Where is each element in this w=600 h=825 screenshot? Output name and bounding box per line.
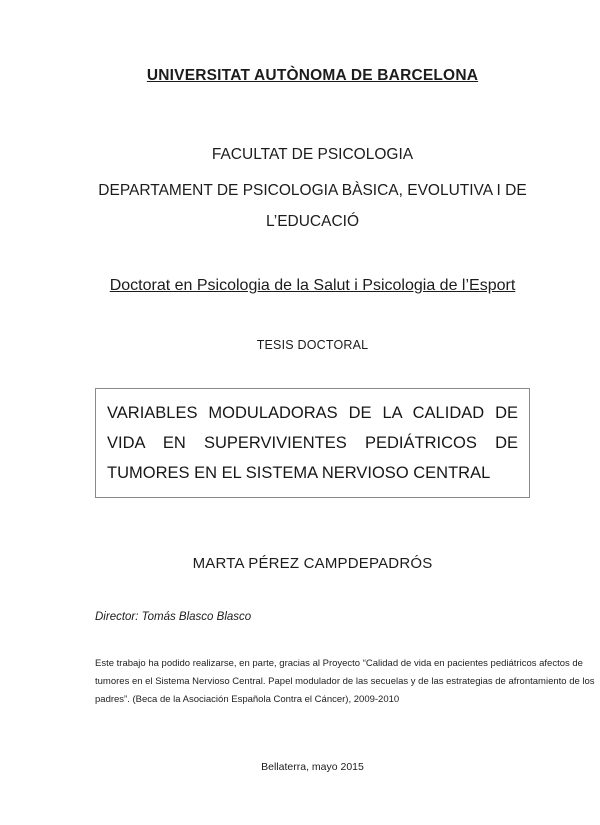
department-line-1: DEPARTAMENT DE PSICOLOGIA BÀSICA, EVOLUTIVA I DE	[98, 182, 527, 199]
thesis-title-line-3: TUMORES EN EL SISTEMA NERVIOSO CENTRAL	[107, 464, 491, 482]
doctoral-program	[95, 277, 530, 295]
funding-acknowledgement-line-2: tumores en el Sistema Nervioso Central. Papel modulador de las secuelas y de las estrategias de afrontamiento de los	[95, 676, 595, 687]
faculty-name: FACULTAT DE PSICOLOGIA	[211, 146, 414, 163]
thesis-title-line-1: VARIABLES MODULADORAS DE LA CALIDAD DE	[107, 404, 518, 422]
department-name	[95, 175, 530, 237]
doctoral-program-text: Doctorat en Psicologia de la Salut i Psicologia de l’Esport	[109, 277, 516, 294]
funding-acknowledgement-line-3: padres”. (Beca de la Asociación Española Contra el Cáncer), 2009-2010	[95, 694, 400, 705]
thesis-title-box	[95, 388, 530, 498]
director-line: Director: Tomás Blasco Blasco	[95, 611, 252, 623]
thesis-title-line-2: VIDA EN SUPERVIVIENTES PEDIÁTRICOS DE	[107, 434, 518, 452]
funding-acknowledgement-line-1: Este trabajo ha podido realizarse, en parte, gracias al Proyecto “Calidad de vida en pacientes pediátricos afectos de	[95, 658, 583, 669]
funding-acknowledgement	[95, 655, 595, 709]
university-name	[95, 67, 530, 85]
department-line-2: L’EDUCACIÓ	[265, 213, 360, 230]
document-type-label: TESIS DOCTORAL	[256, 338, 369, 352]
author-name: MARTA PÉREZ CAMPDEPADRÓS	[192, 555, 433, 572]
page-content	[95, 0, 595, 825]
university-name-text: UNIVERSITAT AUTÒNOMA DE BARCELONA	[146, 67, 479, 84]
place-and-date: Bellaterra, mayo 2015	[261, 761, 364, 773]
